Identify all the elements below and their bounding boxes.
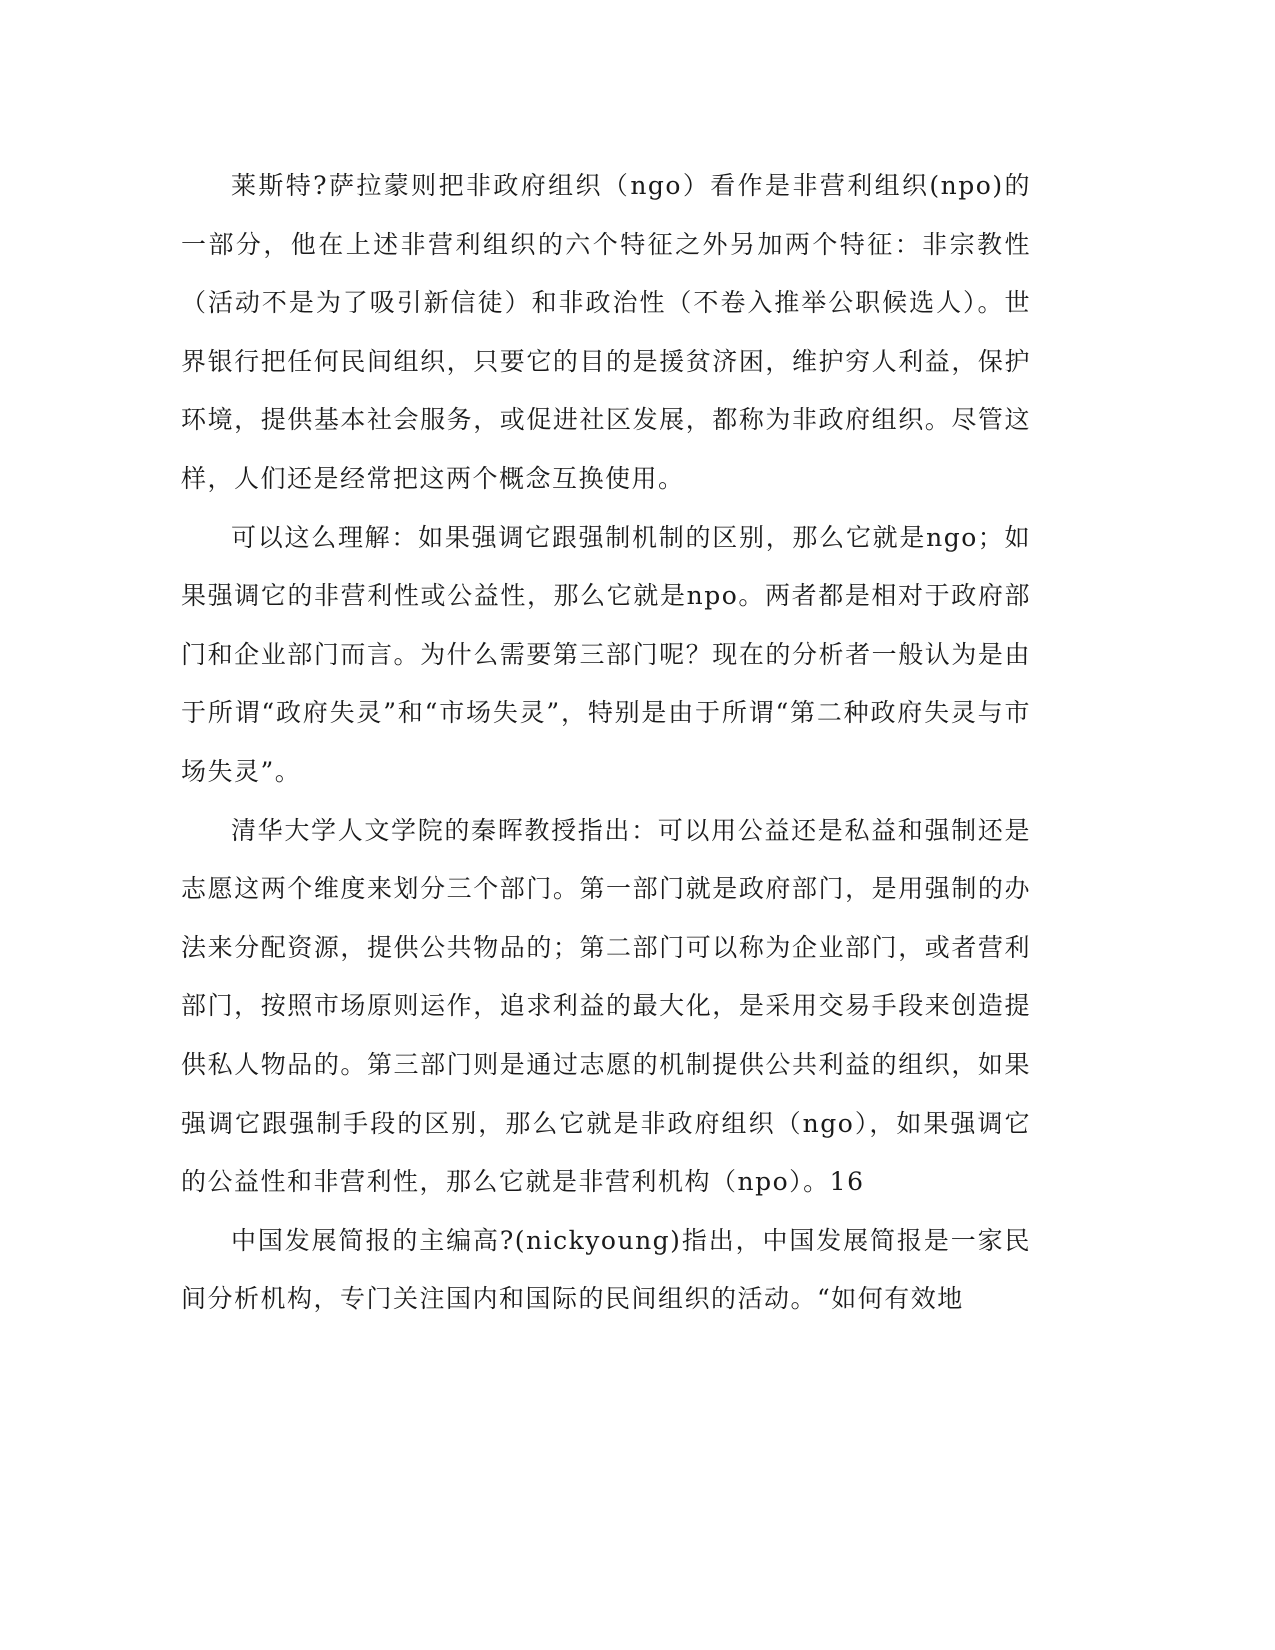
- paragraph-salamon-definition: 莱斯特?萨拉蒙则把非政府组织（ngo）看作是非营利组织(npo)的一部分，他在上述非营利组织的六个特征之外另加两个特征：非宗教性（活动不是为了吸引新信徒）和非政治性（不卷入推举公职候选人）。世界银行把任何民间组织，只要它的目的是援贫济困，维护穷人利益，保护环境，提供基本社会服务，或促进社区发展，都称为非政府组织。尽管这样，人们还是经常把这两个概念互换使用。: [181, 171, 1031, 493]
- document-body: [181, 157, 1031, 1329]
- paragraph-three-sectors: 清华大学人文学院的秦晖教授指出：可以用公益还是私益和强制还是志愿这两个维度来划分三个部门。第一部门就是政府部门，是用强制的办法来分配资源，提供公共物品的；第二部门可以称为企业部门，或者营利部门，按照市场原则运作，追求利益的最大化，是采用交易手段来创造提供私人物品的。第三部门则是通过志愿的机制提供公共利益的组织，如果强调它跟强制手段的区别，那么它就是非政府组织（ngo），如果强调它的公益性和非营利性，那么它就是非营利机构（npo）。16: [181, 815, 1031, 1197]
- paragraph-ngo-npo-distinction: 可以这么理解：如果强调它跟强制机制的区别，那么它就是ngo；如果强调它的非营利性或公益性，那么它就是npo。两者都是相对于政府部门和企业部门而言。为什么需要第三部门呢？现在的分析者一般认为是由于所谓“政府失灵”和“市场失灵”，特别是由于所谓“第二种政府失灵与市场失灵”。: [181, 522, 1031, 786]
- paragraph-china-development-brief: 中国发展简报的主编高?(nickyoung)指出，中国发展简报是一家民间分析机构，专门关注国内和国际的民间组织的活动。“如何有效地: [181, 1225, 1031, 1314]
